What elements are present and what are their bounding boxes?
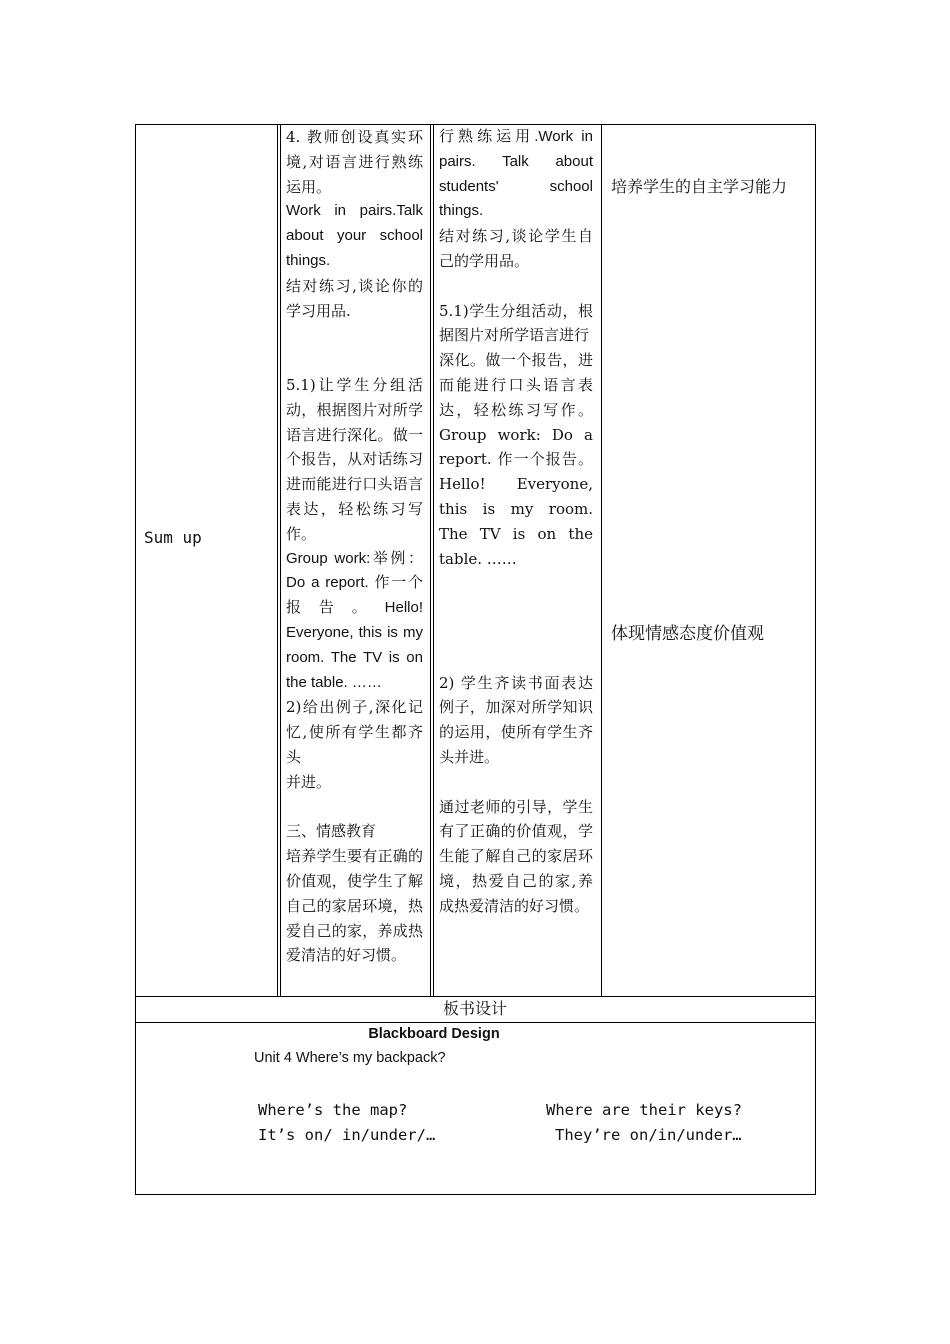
table-right-border <box>815 124 816 1195</box>
student-step-5: 5.1)学生分组活动，根据图片对所学语言进行 <box>439 301 593 345</box>
teacher-step-5-2: 2)给出例子,深化记忆,使所有学生都齐头 <box>286 698 423 766</box>
header-divider <box>135 1022 816 1023</box>
blackboard-header: 板书设计 <box>442 999 507 1018</box>
stage-cell <box>144 526 274 551</box>
purpose-cell-2 <box>611 622 811 647</box>
blackboard-unit: Unit 4 Where’s my backpack? <box>254 1050 446 1066</box>
purpose-self-study: 培养学生的自主学习能力 <box>611 177 788 196</box>
student-activity-cell <box>439 125 593 919</box>
teacher-step-5: 5.1)让学生分组活动，根据图片对所学语言进行深化。做一个报告，从对话练习进而能进行口头语言表达，轻松练习写作。 <box>286 375 423 543</box>
student-emotion-text: 通过老师的引导，学生有了正确的价值观，学生能了解自己的家居环境，热爱自己的家,养成热爱清洁的好习惯。 <box>439 797 593 915</box>
stage-label: Sum up <box>144 528 202 547</box>
column-divider <box>430 124 431 997</box>
teacher-step-4: 4. 教师创设真实环境,对语言进行熟练运用。 <box>286 128 423 196</box>
student-step-4-translation: 结对练习,谈论学生自己的学用品。 <box>439 227 593 270</box>
teacher-step-4-translation: 结对练习,谈论你的学习用品. <box>286 276 423 320</box>
row-divider <box>135 996 816 997</box>
column-divider <box>433 124 434 997</box>
column-divider <box>601 124 602 997</box>
right-answer: They’re on/in/under… <box>555 1126 742 1144</box>
blackboard-title: Blackboard Design <box>368 1026 500 1042</box>
teacher-emotion-text: 培养学生要有正确的价值观，使学生了解自己的家居环境，热爱自己的家，养成热爱清洁的好习惯。 <box>286 847 423 965</box>
left-answer: It’s on/ in/under/… <box>258 1126 436 1144</box>
table-bottom-border <box>135 1194 816 1195</box>
student-step-5-2: 2) 学生齐读书面表达例子，加深对所学知识 的运用，使所有学生齐头并进。 <box>439 673 593 766</box>
right-question: Where are their keys? <box>546 1101 742 1119</box>
column-divider <box>277 124 278 997</box>
column-divider <box>280 124 281 997</box>
teacher-group-work: Group work:举例：Do a report. 作一个报告。Hello! Everyone, this is my room. The TV is on the table. …… <box>286 549 423 691</box>
teacher-step-5-2-end: 并进。 <box>286 772 332 791</box>
teacher-activity-cell <box>286 125 423 968</box>
left-question: Where’s the map? <box>258 1101 408 1119</box>
teacher-section-emotion: 三、情感教育 <box>286 822 377 841</box>
student-report: 深化。做一个报告，进而能进行口头语言表达，轻松练习写作。Group work: Do a report. 作一个报告。Hello! Everyone, this is my room. The TV is on the table. …… <box>439 351 593 568</box>
purpose-cell-1 <box>611 175 811 200</box>
purpose-values: 体现情感态度价值观 <box>611 624 764 644</box>
student-step-4: 行熟练运用.Work in pairs. Talk about students' school things. <box>439 128 593 220</box>
teacher-step-4-english: Work in pairs.Talk about your school things. <box>286 202 423 269</box>
